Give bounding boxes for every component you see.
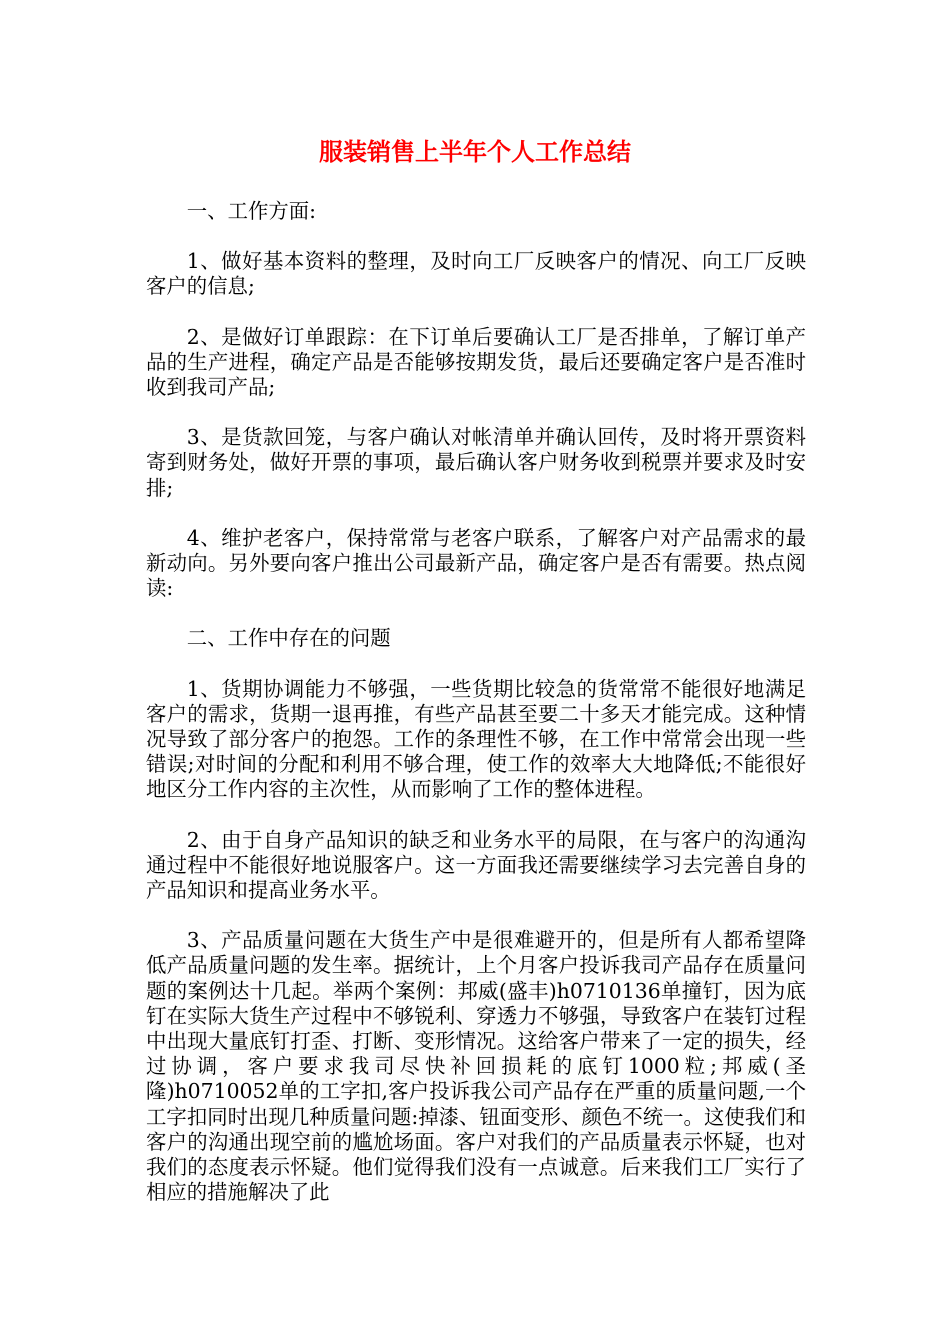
paragraph: 1、做好基本资料的整理，及时向工厂反映客户的情况、向工厂反映客户的信息; (146, 249, 806, 299)
section-heading-work: 一、工作方面: (186, 199, 317, 223)
paragraph: 3、是货款回笼，与客户确认对帐清单并确认回传，及时将开票资料寄到财务处，做好开票的事项，最后确认客户财务收到税票并要求及时安排; (146, 425, 806, 500)
paragraph: 2、是做好订单跟踪：在下订单后要确认工厂是否排单，了解订单产品的生产进程，确定产品是否能够按期发货，最后还要确定客户是否准时收到我司产品; (146, 324, 806, 400)
document-body (146, 199, 806, 1231)
document-title: 服装销售上半年个人工作总结 (319, 138, 631, 166)
paragraph: 1、货期协调能力不够强，一些货期比较急的货常常不能很好地满足客户的需求，货期一退再推，有些产品甚至要二十多天才能完成。这种情况导致了部分客户的抱怨。工作的条理性不够，在工作中常常会出现一些错误;对时间的分配和利用不够合理，使工作的效率大大地降低;不能很好地区分工作内容的主次性，从而影响了工作的整体进程。 (146, 676, 806, 802)
section-heading-problems: 二、工作中存在的问题 (186, 626, 391, 651)
paragraph: 4、维护老客户，保持常常与老客户联系，了解客户对产品需求的最新动向。另外要向客户推出公司最新产品，确定客户是否有需要。热点阅读: (146, 525, 806, 601)
paragraph: 3、产品质量问题在大货生产中是很难避开的，但是所有人都希望降低产品质量问题的发生率。据统计，上个月客户投诉我司产品存在质量问题的案例达十几起。举两个案例：邦威(盛丰)h0710136单撞钉，因为底钉在实际大货生产过程中不够锐利、穿透力不够强，导致客户在装钉过程中出现大量底钉打歪、打断、变形情况。这给客户带来了一定的损失，经过协调，客户要求我司尽快补回损耗的底钉1000粒;邦威(圣隆)h0710052单的工字扣,客户投诉我公司产品存在严重的质量问题,一个工字扣同时出现几种质量问题:掉漆、钮面变形、颜色不统一。这使我们和客户的沟通出现空前的尴尬场面。客户对我们的产品质量表示怀疑，也对我们的态度表示怀疑。他们觉得我们没有一点诚意。后来我们工厂实行了相应的措施解决了此 (146, 928, 806, 1205)
paragraph: 2、由于自身产品知识的缺乏和业务水平的局限，在与客户的沟通沟通过程中不能很好地说服客户。这一方面我还需要继续学习去完善自身的产品知识和提高业务水平。 (146, 827, 806, 903)
